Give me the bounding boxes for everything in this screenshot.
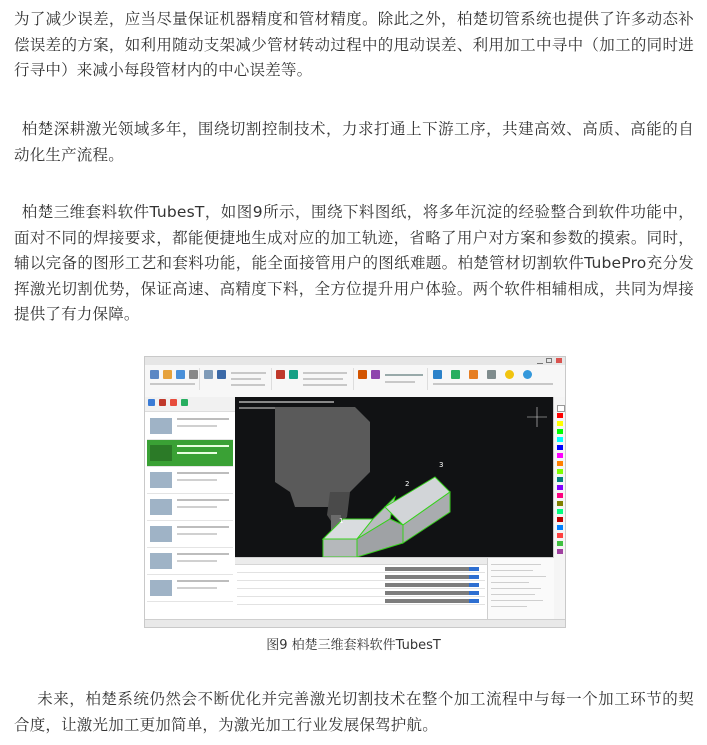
part-list-panel bbox=[145, 397, 236, 619]
minimize-icon bbox=[537, 358, 543, 364]
ribbon-group-view bbox=[429, 368, 561, 390]
open-icon bbox=[163, 370, 172, 379]
help-icon bbox=[505, 370, 514, 379]
3d-viewport bbox=[235, 397, 553, 557]
tube-icon bbox=[204, 370, 213, 379]
paragraph-error-compensation: 为了减少误差，应当尽量保证机器精度和管材精度。除此之外，柏楚切管系统也提供了许多动态补偿误差的方案，如利用随动支架减少管材转动过程中的甩动误差、利用加工中寻中（加工的同时进行寻中）来减小每段管材内的中心误差等。 bbox=[14, 10, 694, 79]
tube-model-drawing bbox=[235, 397, 553, 557]
part-list-item bbox=[147, 467, 233, 494]
settings-icon bbox=[487, 370, 496, 379]
paragraph-future: 未来，柏楚系统仍然会不断优化并完善激光切割技术在整个加工流程中与每一个加工环节的契合度，让激光加工更加简单，为激光加工行业发展保驾护航。 bbox=[14, 690, 694, 734]
color-palette bbox=[553, 397, 566, 619]
ribbon-group-nest bbox=[355, 368, 428, 390]
file-icon bbox=[150, 370, 159, 379]
sort-icon bbox=[371, 370, 380, 379]
print-icon bbox=[189, 370, 198, 379]
about-icon bbox=[523, 370, 532, 379]
report-icon bbox=[451, 370, 460, 379]
part-color-icon bbox=[170, 399, 177, 406]
status-bar bbox=[145, 619, 565, 628]
part-table-header bbox=[235, 558, 487, 565]
cutting-head bbox=[275, 407, 370, 507]
part-list-item bbox=[147, 548, 233, 575]
paragraph-software: 柏楚三维套料软件TubesT，如图9所示，围绕下料图纸，将多年沉淀的经验整合到软件功能中，面对不同的焊接要求，都能便捷地生成对应的加工轨迹，省略了用户对方案和参数的摸索。同时，辅以完备的图形工艺和套料功能，能全面接管用户的图纸难题。柏楚管材切割软件TubePro充分发挥激光切割优势，保证高速、高精度下料，全方位提升用户体验。两个软件相辅相成，共同为焊接提供了有力保障。 bbox=[14, 203, 694, 323]
app-ribbon bbox=[145, 365, 565, 398]
part-filter-icon bbox=[181, 399, 188, 406]
tubest-screenshot-figure bbox=[144, 356, 566, 628]
part-list-item-selected bbox=[147, 440, 233, 467]
crosshair-icon bbox=[527, 407, 547, 427]
viewport-mark-1: 1 bbox=[339, 517, 344, 525]
add-part-icon bbox=[148, 399, 155, 406]
ribbon-group-process bbox=[273, 368, 354, 390]
part-table bbox=[235, 557, 487, 620]
task-list-panel bbox=[487, 557, 554, 620]
close-icon bbox=[556, 358, 562, 363]
ribbon-group-file bbox=[147, 368, 200, 390]
lead-icon bbox=[276, 370, 285, 379]
simulate-icon bbox=[433, 370, 442, 379]
part-list-item bbox=[147, 494, 233, 521]
delete-part-icon bbox=[159, 399, 166, 406]
viewport-mark-3: 3 bbox=[439, 461, 444, 469]
part-list-item bbox=[147, 521, 233, 548]
compensation-icon bbox=[289, 370, 298, 379]
nest-icon bbox=[358, 370, 367, 379]
save-icon bbox=[176, 370, 185, 379]
ribbon-group-draw bbox=[201, 368, 272, 390]
export-icon bbox=[469, 370, 478, 379]
paragraph-automation: 柏楚深耕激光领域多年，围绕切割控制技术，力求打通上下游工序，共建高效、高质、高能的自动化生产流程。 bbox=[14, 120, 694, 164]
part-list-item bbox=[147, 575, 233, 602]
figure-caption: 图9 柏楚三维套料软件TubesT bbox=[266, 638, 441, 653]
profile-icon bbox=[217, 370, 226, 379]
viewport-mark-2: 2 bbox=[405, 480, 410, 488]
part-list-item bbox=[147, 413, 233, 440]
maximize-icon bbox=[546, 358, 552, 363]
part-list-toolbar bbox=[145, 397, 235, 412]
